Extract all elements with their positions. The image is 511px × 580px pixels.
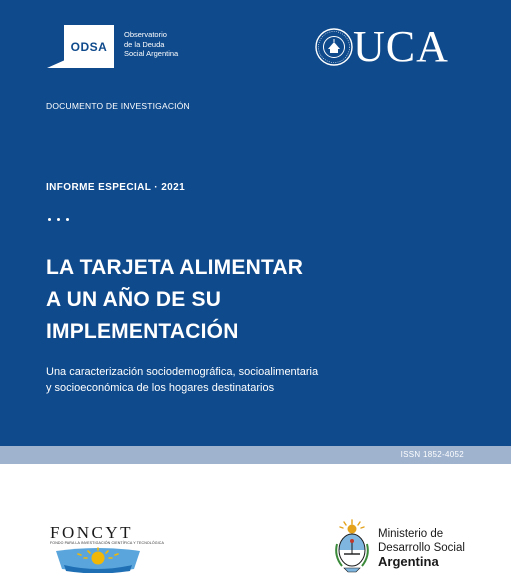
title-line: IMPLEMENTACIÓN xyxy=(46,320,239,343)
ministerio-line: Ministerio de xyxy=(378,528,444,540)
uca-seal-icon xyxy=(315,28,353,66)
odsa-logo xyxy=(64,25,114,68)
odsa-name-line: Social Argentina xyxy=(124,49,179,58)
report-kicker: INFORME ESPECIAL · 2021 xyxy=(46,182,186,193)
document-type: DOCUMENTO DE INVESTIGACIÓN xyxy=(46,101,190,111)
foncyt-logo xyxy=(50,523,164,546)
foncyt-name: FONCYT xyxy=(50,523,134,542)
ministerio-country: Argentina xyxy=(378,554,439,569)
odsa-logo-notch xyxy=(47,60,65,68)
sun-emblem-icon xyxy=(50,547,146,573)
issn-number: ISSN 1852-4052 xyxy=(400,450,464,459)
title-line: A UN AÑO DE SU xyxy=(46,288,222,311)
dot xyxy=(48,218,51,221)
odsa-logo-text: ODSA xyxy=(70,39,108,54)
odsa-name xyxy=(124,30,178,59)
decorative-dots xyxy=(48,208,75,226)
ministerio-line: Desarrollo Social xyxy=(378,542,465,554)
uca-logo-text: UCA xyxy=(353,22,449,71)
subtitle-line: Una caracterización sociodemográfica, socioalimentaria xyxy=(46,366,319,378)
foncyt-subtitle: FONDO PARA LA INVESTIGACIÓN CIENTÍFICA Y TECNOLÓGICA xyxy=(50,541,164,545)
odsa-name-line: de la Deuda xyxy=(124,39,165,49)
ministerio-name xyxy=(378,527,465,569)
title-line: LA TARJETA ALIMENTAR xyxy=(46,256,304,279)
report-title xyxy=(46,252,303,348)
subtitle-line: y socioeconómica de los hogares destinatarios xyxy=(46,381,275,394)
dot xyxy=(66,218,69,221)
argentina-coat-of-arms-icon xyxy=(332,518,372,574)
dot xyxy=(57,218,60,221)
report-subtitle xyxy=(46,365,318,396)
odsa-name-line: Observatorio xyxy=(124,30,167,39)
issn-bar xyxy=(0,446,511,464)
